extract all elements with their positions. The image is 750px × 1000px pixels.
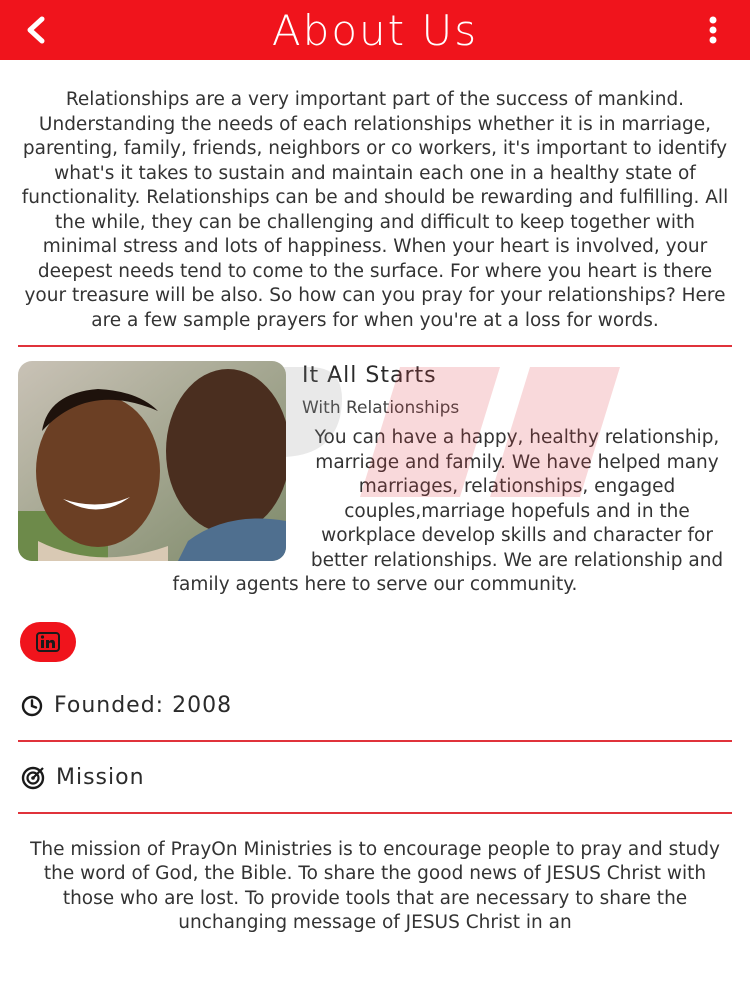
app-header bbox=[0, 0, 750, 60]
page-title: About Us bbox=[271, 5, 479, 55]
mission-text: The mission of PrayOn Ministries is to encourage people to pray and study the word of God, the Bible. To share the good news of JESUS Christ with those who are lost. To provide tools that are necessary to share the unchanging message of JESUS Christ in an bbox=[30, 838, 720, 933]
clock-icon bbox=[20, 694, 44, 718]
more-vertical-icon bbox=[708, 16, 718, 44]
more-menu-button[interactable] bbox=[698, 12, 728, 48]
back-button[interactable] bbox=[18, 12, 54, 48]
intro-text: Relationships are a very important part of the success of mankind. Understanding the needs of each relationships whether it is in marriage, parenting, family, friends, neighbors or co workers, it's important to identify what's it takes to sustain and maintain each one in a healthy state of functionality. Relationships can be and should be rewarding and fulfilling. All the while, they can be challenging and difficult to keep together with minimal stress and lots of happiness. When your heart is involved, your deepest needs tend to come to the surface. For where you heart is there your treasure will be also. So how can you pray for your relationships? Here are a few sample prayers for when you're at a loss for words. bbox=[21, 89, 729, 331]
feature-body: You can have a happy, healthy relationship, marriage and family. We have helped many marriages, relationships, engaged couples,marriage hopefuls and in the workplace develop skills and character for better relationships. We are relationship and family agents here to serve our community. bbox=[172, 427, 724, 595]
feature-subtitle: With Relationships bbox=[302, 398, 460, 418]
couple-photo bbox=[18, 361, 286, 561]
linkedin-icon bbox=[36, 632, 60, 652]
founded-divider bbox=[18, 740, 732, 742]
founded-row bbox=[0, 682, 750, 730]
page-content bbox=[0, 60, 750, 936]
mission-label: Mission bbox=[56, 765, 145, 790]
linkedin-button[interactable] bbox=[20, 622, 76, 662]
founded-label: Founded: 2008 bbox=[54, 693, 233, 718]
target-icon bbox=[20, 765, 46, 791]
mission-row bbox=[0, 754, 750, 802]
feature-title: It All Starts bbox=[302, 363, 437, 388]
social-links bbox=[0, 598, 750, 662]
feature-section bbox=[0, 347, 750, 598]
back-chevron-icon bbox=[23, 16, 49, 44]
